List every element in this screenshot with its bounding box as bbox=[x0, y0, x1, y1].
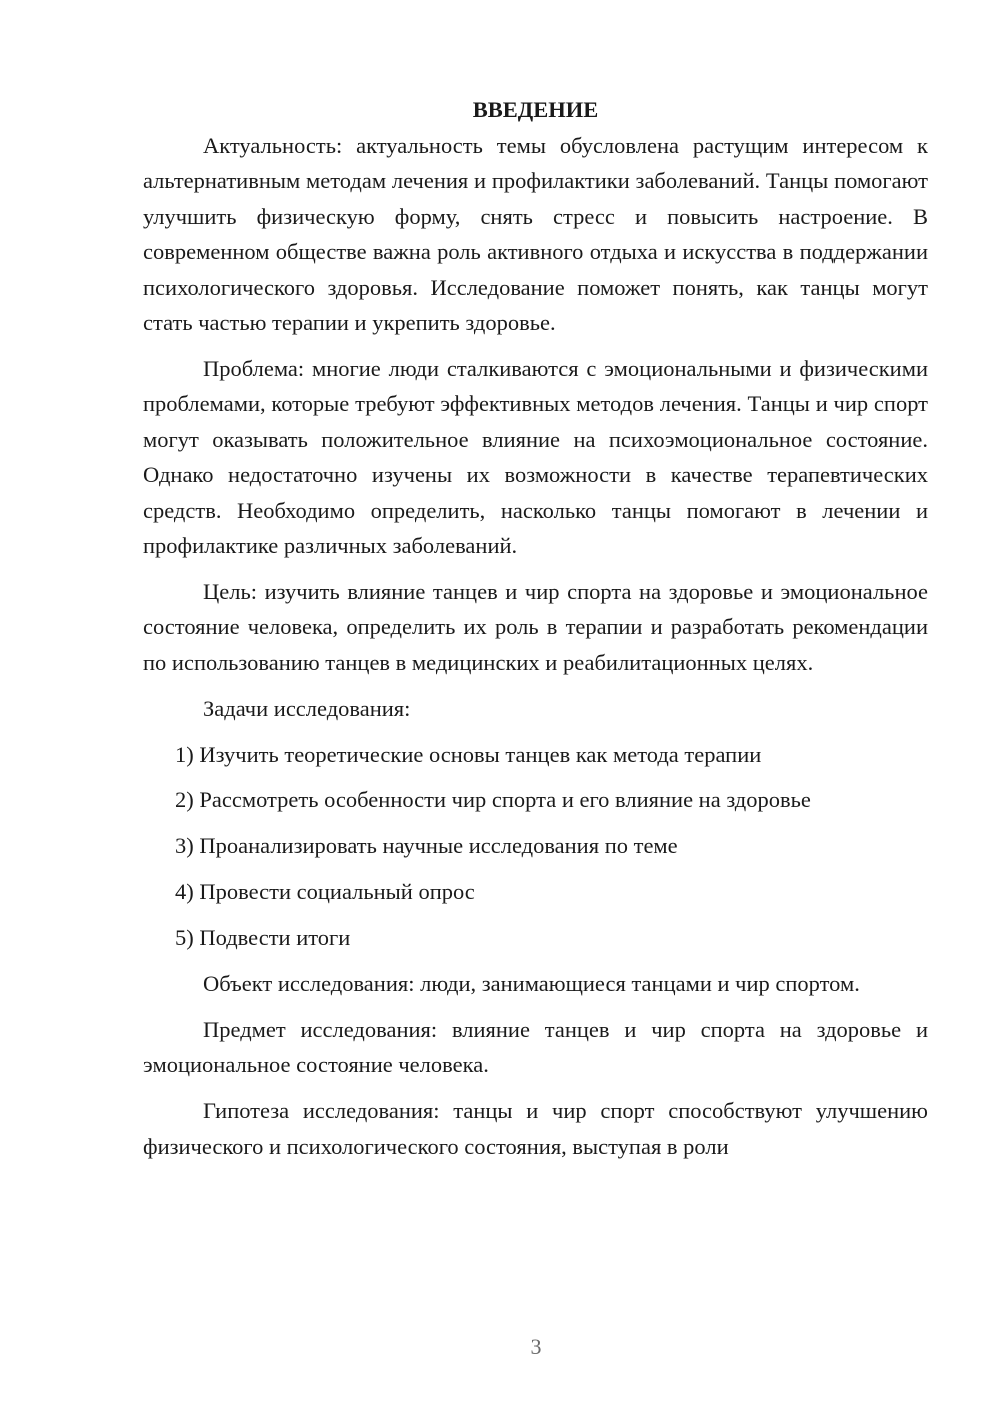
tasks-heading: Задачи исследования: bbox=[203, 695, 411, 721]
task-item: 2) Рассмотреть особенности чир спорта и его влияние на здоровье bbox=[175, 787, 811, 813]
paragraph-problem: Проблема: многие люди сталкиваются с эмоциональными и физическими проблемами, которые требуют эффективных методов лечения. Танцы и чир спорт могут оказывать положительное влияние на психоэмоциональное состояние. Однако недостаточно изучены их возможности в качестве терапевтических средств. Необходимо определить, насколько танцы помогают в лечении и профилактике различных заболеваний. bbox=[143, 355, 928, 558]
paragraph-relevance: Актуальность: актуальность темы обусловлена растущим интересом к альтернативным методам лечения и профилактики заболеваний. Танцы помогают улучшить физическую форму, снять стресс и повысить настроение. В современном обществе важна роль активного отдыха и искусства в поддержании психологического здоровья. Исследование поможет понять, как танцы могут стать частью терапии и укрепить здоровье. bbox=[143, 133, 928, 336]
page-number: 3 bbox=[530, 1334, 542, 1359]
paragraph-object: Объект исследования: люди, занимающиеся танцами и чир спортом. bbox=[203, 971, 860, 997]
document-title: ВВЕДЕНИЕ bbox=[472, 97, 599, 122]
paragraph-goal: Цель: изучить влияние танцев и чир спорта на здоровье и эмоциональное состояние человека, определить их роль в терапии и разработать рекомендации по использованию танцев в медицинских и реабилитационных целях. bbox=[143, 578, 928, 675]
tasks-list bbox=[143, 737, 928, 956]
document-body bbox=[143, 92, 928, 1175]
paragraph-subject: Предмет исследования: влияние танцев и чир спорта на здоровье и эмоциональное состояние человека. bbox=[143, 1016, 928, 1078]
task-item: 4) Провести социальный опрос bbox=[175, 879, 475, 905]
task-item: 3) Проанализировать научные исследования по теме bbox=[175, 833, 678, 859]
paragraph-hypothesis: Гипотеза исследования: танцы и чир спорт способствуют улучшению физического и психологического состояния, выступая в роли bbox=[143, 1098, 928, 1159]
task-item: 1) Изучить теоретические основы танцев как метода терапии bbox=[175, 741, 762, 767]
task-item: 5) Подвести итоги bbox=[175, 925, 351, 951]
